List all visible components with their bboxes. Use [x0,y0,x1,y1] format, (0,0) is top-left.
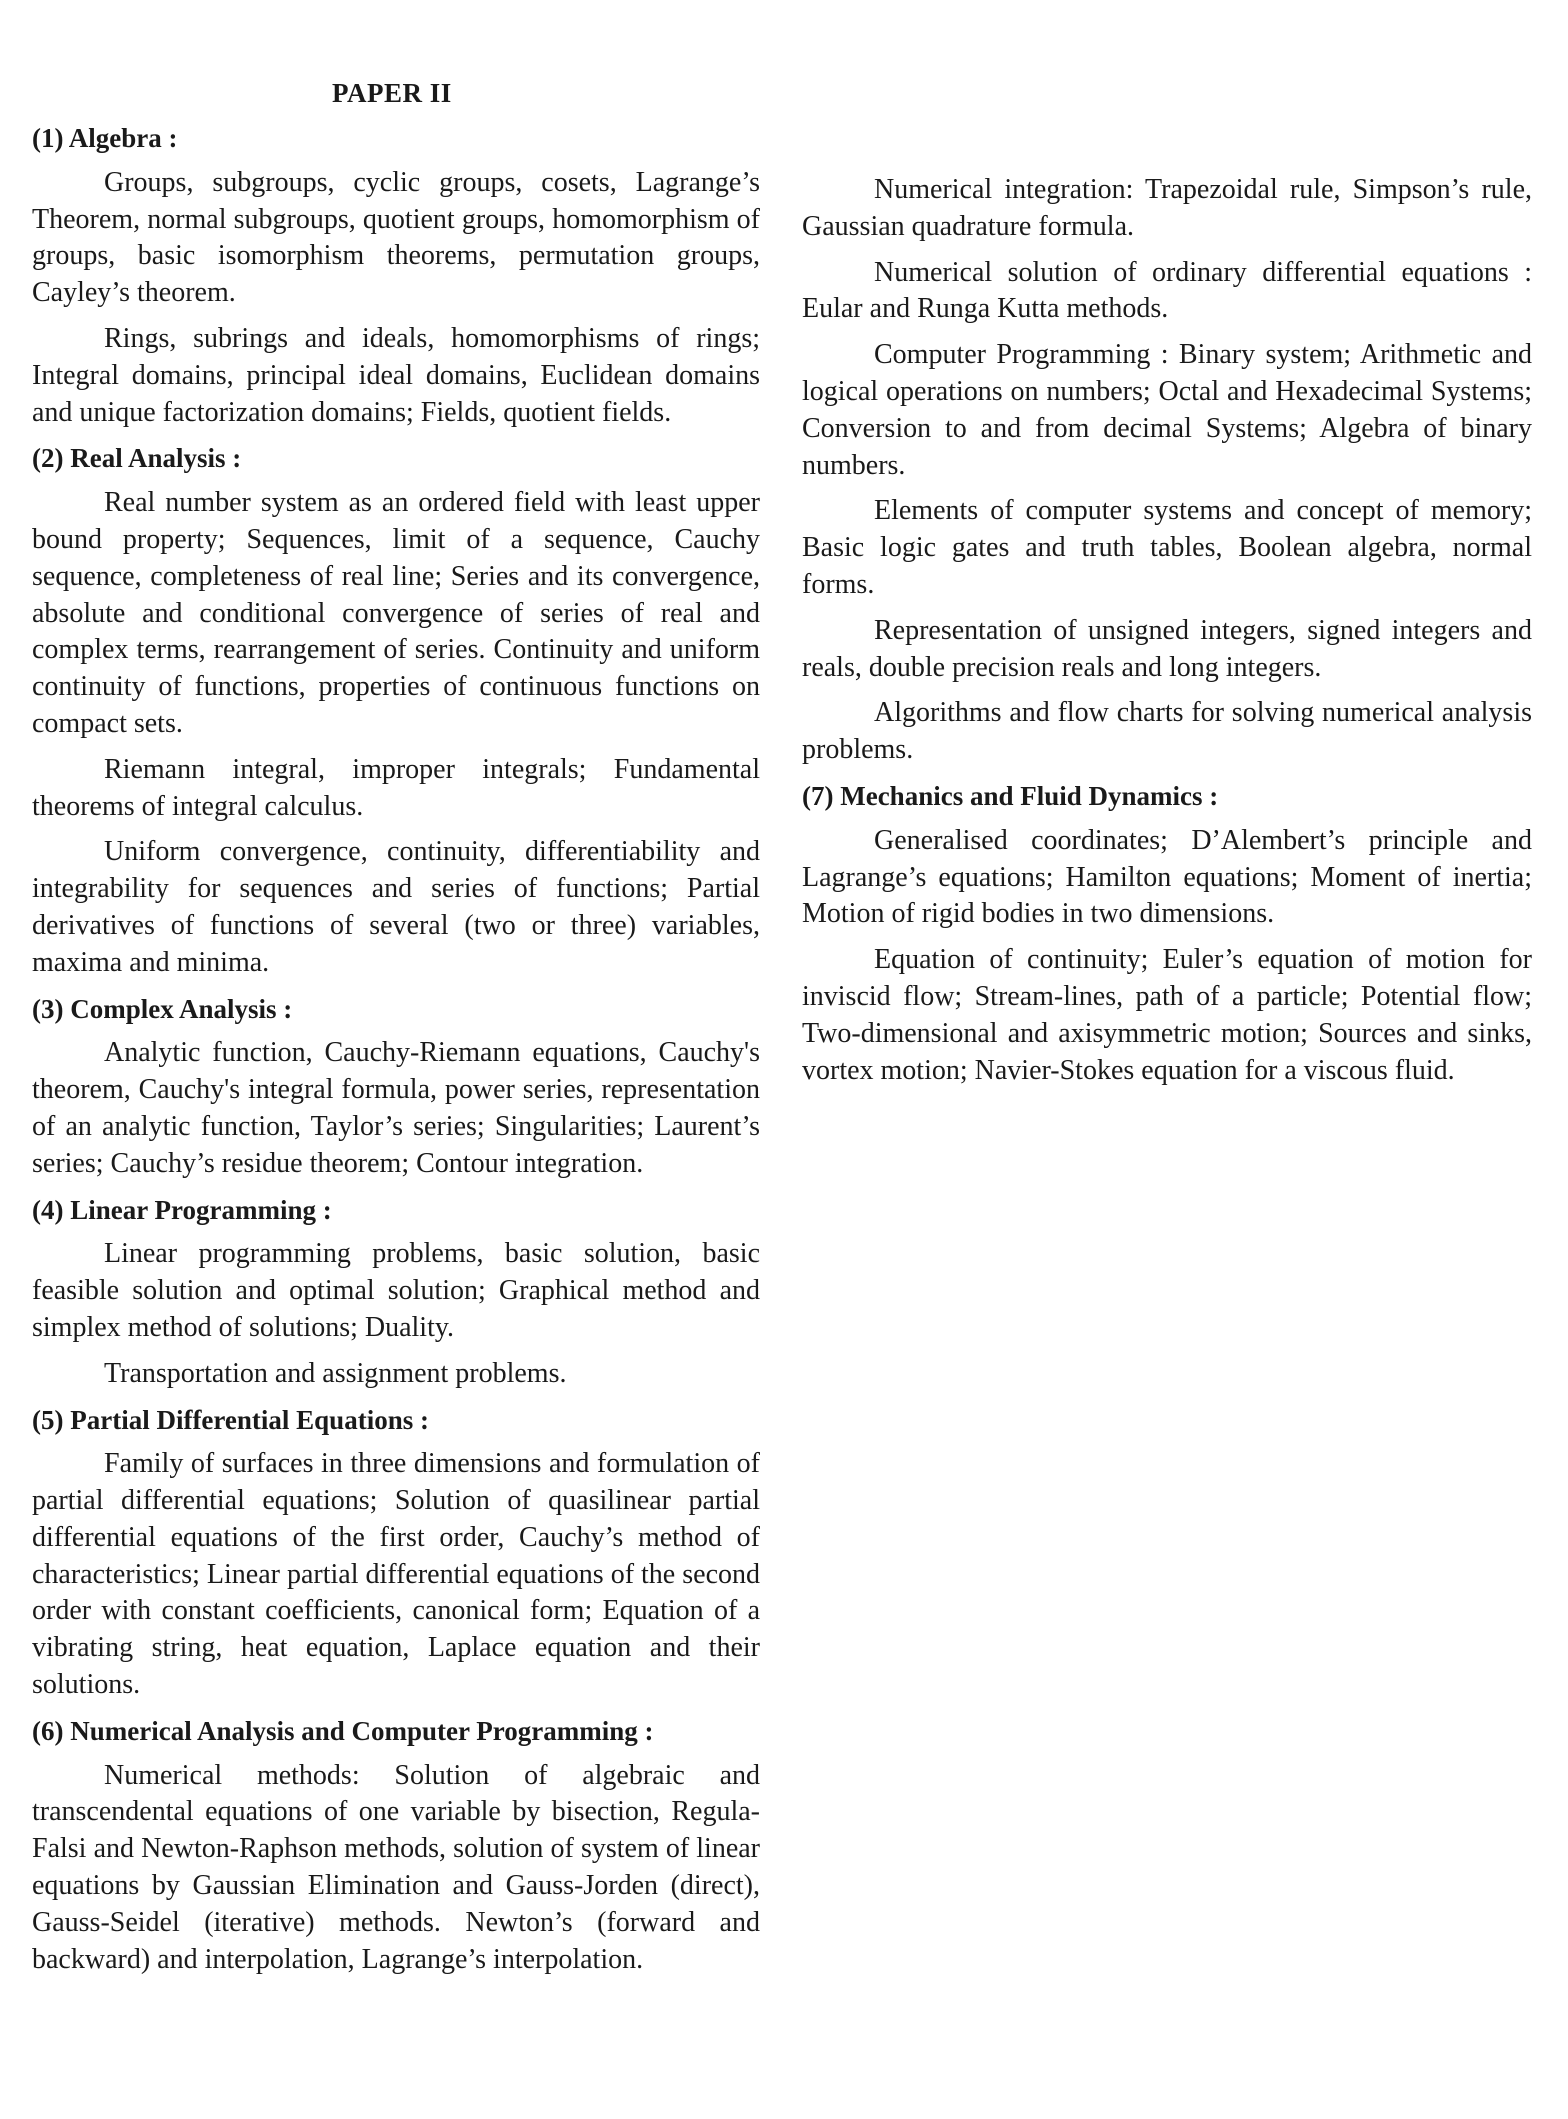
paragraph: Riemann integral, improper integrals; Fundamental theorems of integral calculus. [32,753,760,822]
section-heading-real-analysis: (2) Real Analysis : [32,443,242,474]
paragraph: Representation of unsigned integers, signed integers and reals, double precision reals and long integers. [802,614,1532,683]
section-heading-numerical-analysis: (6) Numerical Analysis and Computer Programming : [32,1715,654,1746]
section-heading-algebra: (1) Algebra : [32,123,178,153]
paragraph: Groups, subgroups, cyclic groups, cosets, Lagrange’s Theorem, normal subgroups, quotient groups, homomorphism of groups, basic isomorphism theorems, permutation groups, Cayley’s theorem. [32,166,760,309]
left-column [32,120,760,1987]
paragraph: Numerical integration: Trapezoidal rule, Simpson’s rule, Gaussian quadrature formula. [802,174,1532,242]
paragraph: Algorithms and flow charts for solving numerical analysis problems. [802,697,1532,766]
paragraph: Numerical methods: Solution of algebraic and transcendental equations of one variable by bisection, Regula-Falsi and Newton-Raphson methods, solution of system of linear equations by Gaussian Elimination and Gauss-Jorden (direct), Gauss-Seidel (iterative) methods. Newton’s (forward and backward) and interpolation, Lagrange’s interpolation. [32,1759,760,1975]
section-heading-linear-programming: (4) Linear Programming : [32,1194,332,1225]
right-column [802,172,1532,1098]
section-heading-complex-analysis: (3) Complex Analysis : [32,993,293,1024]
paragraph: Family of surfaces in three dimensions and formulation of partial differential equations; Solution of quasilinear partial differential equations of the first order, Cauchy’s method of characteristics; Linear partial differential equations of the second order with constant coefficients, canonical form; Equation of a vibrating string, heat equation, Laplace equation and their solutions. [32,1448,760,1701]
paragraph: Generalised coordinates; D’Alembert’s principle and Lagrange’s equations; Hamilton equations; Moment of inertia; Motion of rigid bodies in two dimensions. [802,824,1532,930]
paragraph: Transportation and assignment problems. [104,1357,567,1389]
paragraph: Numerical solution of ordinary differential equations : Eular and Runga Kutta methods. [802,256,1532,325]
section-heading-pde: (5) Partial Differential Equations : [32,1404,429,1435]
page-title: PAPER II [332,78,452,108]
paragraph: Uniform convergence, continuity, differentiability and integrability for sequences and series of functions; Partial derivatives of functions of several (two or three) variables, maxima and minima. [32,836,760,978]
paragraph: Analytic function, Cauchy-Riemann equations, Cauchy's theorem, Cauchy's integral formula, power series, representation of an analytic function, Taylor’s series; Singularities; Laurent’s series; Cauchy’s residue theorem; Contour integration. [32,1037,760,1179]
paragraph: Computer Programming : Binary system; Arithmetic and logical operations on numbers; Octal and Hexadecimal Systems; Conversion to and from decimal Systems; Algebra of binary numbers. [802,339,1532,481]
section-heading-mechanics: (7) Mechanics and Fluid Dynamics : [802,780,1219,811]
paragraph: Elements of computer systems and concept of memory; Basic logic gates and truth tables, Boolean algebra, normal forms. [802,495,1532,600]
paragraph: Linear programming problems, basic solution, basic feasible solution and optimal solution; Graphical method and simplex method of solutions; Duality. [32,1238,760,1343]
paragraph: Real number system as an ordered field with least upper bound property; Sequences, limit of a sequence, Cauchy sequence, completeness of real line; Series and its convergence, absolute and conditional convergence of series of real and complex terms, rearrangement of series. Continuity and uniform continuity of functions, properties of continuous functions on compact sets. [32,487,760,739]
paragraph: Rings, subrings and ideals, homomorphisms of rings; Integral domains, principal ideal domains, Euclidean domains and unique factorization domains; Fields, quotient fields. [32,322,760,428]
paragraph: Equation of continuity; Euler’s equation of motion for inviscid flow; Stream-lines, path of a particle; Potential flow; Two-dimensional and axisymmetric motion; Sources and sinks, vortex motion; Navier-Stokes equation for a viscous fluid. [802,944,1532,1086]
